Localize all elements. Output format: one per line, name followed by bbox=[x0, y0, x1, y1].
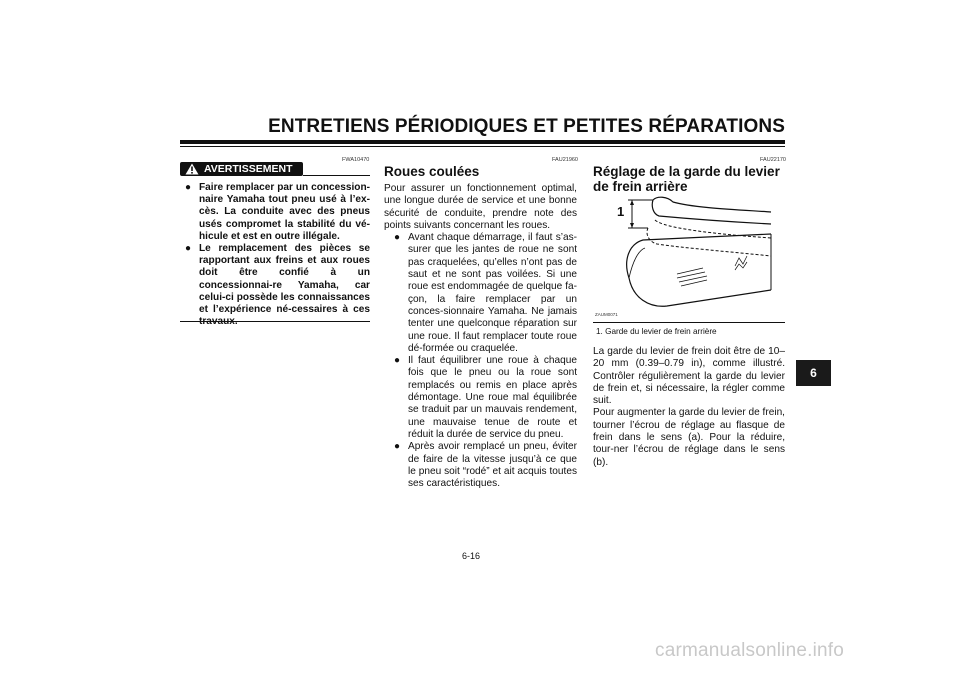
title-rule-thin bbox=[180, 146, 785, 147]
warning-label: AVERTISSEMENT bbox=[204, 163, 293, 175]
reglage-paragraph: La garde du levier de frein doit être de 10–20 mm (0.39–0.79 in), comme illustré. Contrôler régulièrement la garde du levier de frein et, si nécessaire, la régler comme suit. bbox=[593, 346, 785, 407]
roues-heading: Roues coulées bbox=[384, 164, 480, 179]
figure-code: ZAUM0071 bbox=[595, 312, 618, 317]
warning-bottom-rule bbox=[180, 321, 370, 322]
roues-item: ● Il faut équilibrer une roue à chaque fois que le pneu ou la roue sont remplacés ou remis en place après démontage. Une roue mal équilibrée se traduit par un mauvais rendement, une mauvaise tenue de route et réduit la durée de service du pneu. bbox=[394, 355, 577, 441]
figure-caption-rule bbox=[593, 322, 785, 323]
roues-section bbox=[384, 164, 577, 490]
footer-watermark: carmanualsonline.info bbox=[655, 640, 845, 661]
reglage-heading: Réglage de la garde du levier de frein arrière bbox=[593, 164, 780, 194]
reglage-body bbox=[593, 346, 785, 469]
figure-callout-1: 1 bbox=[617, 204, 625, 219]
title-rule bbox=[180, 140, 785, 144]
page-title: ENTRETIENS PÉRIODIQUES ET PETITES RÉPARATIONS bbox=[268, 116, 785, 137]
roues-intro: Pour assurer un fonctionnement optimal, une longue durée de service et une bonne sécurité de conduite, prendre note des points suivants concernant les roues. bbox=[384, 183, 577, 231]
brake-lever-figure bbox=[593, 194, 785, 320]
chapter-tab: 6 bbox=[796, 360, 831, 386]
warning-text bbox=[185, 182, 370, 328]
roues-item: ● Avant chaque démarrage, il faut s’as-surer que les jantes de roue ne sont pas craquelées, qu’elles n’ont pas de saut et ne sont pas voilées. Si une roue est endommagée de quelque fa-çon, la faire remplacer par un conces-sionnaire Yamaha. Ne jamais tenter une quelconque réparation sur une roue. Il faut remplacer toute roue dé-formée ou craquelée. bbox=[394, 232, 577, 355]
warning-item: ● Faire remplacer par un concession-naire Yamaha tout pneu usé à l’ex-cès. La conduite avec des pneus usés compromet la stabilité du vé-hicule et est en outre illégale. bbox=[185, 182, 370, 243]
roues-item: ● Après avoir remplacé un pneu, éviter de faire de la vitesse jusqu’à ce que le pneu soit “rodé” et ait acquis toutes ses caractéristiques. bbox=[394, 441, 577, 490]
page-number: 6-16 bbox=[462, 551, 481, 561]
warning-header-line bbox=[303, 175, 370, 176]
figure-caption: 1. Garde du levier de frein arrière bbox=[596, 327, 717, 336]
warning-label-box bbox=[180, 162, 303, 176]
warning-item: ● Le remplacement des pièces se rapportant aux freins et aux roues doit être confié à un concessionnai-re Yamaha, car celui-ci possède les connaissances et l’expérience né-cessaires à ces bbox=[185, 243, 370, 328]
reglage-code: FAU22170 bbox=[760, 157, 786, 163]
warning-triangle-icon bbox=[185, 163, 199, 175]
warning-code: FWA10470 bbox=[342, 157, 370, 163]
reglage-paragraph: Pour augmenter la garde du levier de frein, tourner l’écrou de réglage au flasque de frein dans le sens (a). Pour la réduire, tour-ner l’écrou de réglage dans le sens (b). bbox=[593, 407, 785, 468]
roues-code: FAU21960 bbox=[552, 157, 578, 163]
